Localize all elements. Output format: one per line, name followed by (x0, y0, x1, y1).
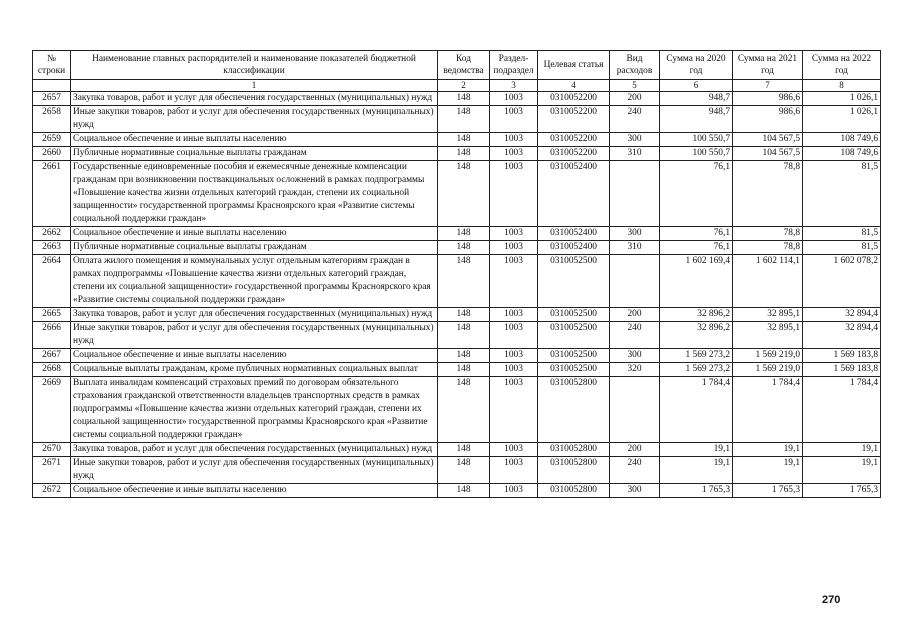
row-sum-2021: 1 784,4 (733, 377, 803, 443)
row-sum-2020: 948,7 (660, 92, 733, 106)
table-row (33, 457, 881, 484)
header-target-item: Целевая статья (538, 51, 610, 80)
row-target-item: 0310052200 (538, 106, 610, 133)
row-number: 2667 (33, 349, 71, 363)
row-number: 2671 (33, 457, 71, 484)
table-row (33, 147, 881, 161)
row-sum-2022: 32 894,4 (803, 308, 881, 322)
row-section: 1003 (490, 227, 538, 241)
row-target-item: 0310052500 (538, 349, 610, 363)
row-name: Закупка товаров, работ и услуг для обеспечения государственных (муниципальных) нужд (71, 308, 438, 322)
row-sum-2021: 19,1 (733, 443, 803, 457)
row-section: 1003 (490, 147, 538, 161)
row-name: Выплата инвалидам компенсаций страховых премий по договорам обязательного страхования гражданской ответственности владельцев транспортных средств в рамках подпрограммы «Повышение качества жизни отдельных категорий граждан, степени их социальной защищенности» государственной программы Красноярского края «Развитие системы социальной поддержки граждан» (71, 377, 438, 443)
row-section: 1003 (490, 106, 538, 133)
row-sum-2020: 32 896,2 (660, 308, 733, 322)
row-sum-2022: 1 569 183,8 (803, 363, 881, 377)
row-expense-kind (610, 255, 660, 308)
row-target-item: 0310052200 (538, 92, 610, 106)
table-row (33, 377, 881, 443)
row-name: Публичные нормативные социальные выплаты гражданам (71, 147, 438, 161)
header-row (33, 51, 881, 80)
row-target-item: 0310052800 (538, 443, 610, 457)
row-department-code: 148 (438, 484, 490, 498)
row-expense-kind: 200 (610, 92, 660, 106)
row-department-code: 148 (438, 147, 490, 161)
row-sum-2021: 19,1 (733, 457, 803, 484)
row-section: 1003 (490, 457, 538, 484)
row-sum-2020: 1 569 273,2 (660, 349, 733, 363)
header-row-number: № строки (33, 51, 71, 80)
row-name: Оплата жилого помещения и коммунальных услуг отдельным категориям граждан в рамках подпрограммы «Повышение качества жизни отдельных категорий граждан, степени их социальной защищенности» государственной программы Красноярского края «Развитие системы социальной поддержки граждан» (71, 255, 438, 308)
row-name: Социальные выплаты гражданам, кроме публичных нормативных социальных выплат (71, 363, 438, 377)
column-number (33, 80, 71, 92)
row-sum-2021: 1 569 219,0 (733, 349, 803, 363)
row-name: Публичные нормативные социальные выплаты гражданам (71, 241, 438, 255)
row-name: Иные закупки товаров, работ и услуг для обеспечения государственных (муниципальных) нужд (71, 106, 438, 133)
row-name: Закупка товаров, работ и услуг для обеспечения государственных (муниципальных) нужд (71, 443, 438, 457)
column-number: 4 (538, 80, 610, 92)
row-target-item: 0310052800 (538, 484, 610, 498)
row-expense-kind: 240 (610, 322, 660, 349)
row-sum-2020: 19,1 (660, 443, 733, 457)
row-sum-2022: 1 765,3 (803, 484, 881, 498)
row-sum-2020: 100 550,7 (660, 133, 733, 147)
header-sum-2020: Сумма на 2020 год (660, 51, 733, 80)
row-section: 1003 (490, 484, 538, 498)
row-name: Закупка товаров, работ и услуг для обеспечения государственных (муниципальных) нужд (71, 92, 438, 106)
row-sum-2020: 76,1 (660, 227, 733, 241)
row-sum-2021: 1 569 219,0 (733, 363, 803, 377)
row-sum-2022: 81,5 (803, 241, 881, 255)
row-sum-2021: 104 567,5 (733, 147, 803, 161)
row-number: 2659 (33, 133, 71, 147)
row-department-code: 148 (438, 161, 490, 227)
row-sum-2020: 19,1 (660, 457, 733, 484)
row-target-item: 0310052400 (538, 161, 610, 227)
header-expense-kind: Вид расходов (610, 51, 660, 80)
row-name: Социальное обеспечение и иные выплаты населению (71, 349, 438, 363)
table-row (33, 161, 881, 227)
row-number: 2670 (33, 443, 71, 457)
table-row (33, 484, 881, 498)
row-name: Иные закупки товаров, работ и услуг для обеспечения государственных (муниципальных) нужд (71, 457, 438, 484)
row-number: 2665 (33, 308, 71, 322)
row-sum-2022: 108 749,6 (803, 147, 881, 161)
row-name: Иные закупки товаров, работ и услуг для обеспечения государственных (муниципальных) нужд (71, 322, 438, 349)
row-expense-kind: 320 (610, 363, 660, 377)
row-sum-2021: 78,8 (733, 227, 803, 241)
row-section: 1003 (490, 133, 538, 147)
row-expense-kind: 300 (610, 227, 660, 241)
row-section: 1003 (490, 92, 538, 106)
table-row (33, 92, 881, 106)
column-number: 5 (610, 80, 660, 92)
column-number: 7 (733, 80, 803, 92)
row-expense-kind (610, 161, 660, 227)
table-row (33, 349, 881, 363)
row-department-code: 148 (438, 106, 490, 133)
column-number: 2 (438, 80, 490, 92)
row-sum-2021: 78,8 (733, 241, 803, 255)
header-section: Раздел-подраздел (490, 51, 538, 80)
row-department-code: 148 (438, 322, 490, 349)
table-row (33, 363, 881, 377)
row-target-item: 0310052200 (538, 133, 610, 147)
row-sum-2021: 104 567,5 (733, 133, 803, 147)
header-name: Наименование главных распорядителей и наименование показателей бюджетной классификации (71, 51, 438, 80)
column-number: 8 (803, 80, 881, 92)
row-sum-2022: 1 026,1 (803, 92, 881, 106)
row-expense-kind: 200 (610, 443, 660, 457)
row-target-item: 0310052800 (538, 377, 610, 443)
row-department-code: 148 (438, 443, 490, 457)
row-sum-2020: 1 765,3 (660, 484, 733, 498)
column-number: 1 (71, 80, 438, 92)
table-row (33, 308, 881, 322)
row-sum-2022: 19,1 (803, 443, 881, 457)
row-expense-kind: 310 (610, 147, 660, 161)
row-sum-2020: 76,1 (660, 161, 733, 227)
row-target-item: 0310052400 (538, 227, 610, 241)
column-number-row (33, 80, 881, 92)
row-expense-kind: 240 (610, 457, 660, 484)
row-expense-kind: 300 (610, 133, 660, 147)
row-section: 1003 (490, 377, 538, 443)
header-sum-2022: Сумма на 2022 год (803, 51, 881, 80)
row-target-item: 0310052500 (538, 308, 610, 322)
row-sum-2020: 1 784,4 (660, 377, 733, 443)
row-section: 1003 (490, 255, 538, 308)
row-department-code: 148 (438, 227, 490, 241)
row-target-item: 0310052500 (538, 322, 610, 349)
row-expense-kind: 240 (610, 106, 660, 133)
row-sum-2020: 948,7 (660, 106, 733, 133)
row-sum-2022: 1 569 183,8 (803, 349, 881, 363)
row-number: 2662 (33, 227, 71, 241)
row-sum-2021: 32 895,1 (733, 308, 803, 322)
table-body (33, 92, 881, 498)
row-department-code: 148 (438, 255, 490, 308)
row-name: Социальное обеспечение и иные выплаты населению (71, 227, 438, 241)
row-sum-2022: 19,1 (803, 457, 881, 484)
row-sum-2020: 32 896,2 (660, 322, 733, 349)
row-sum-2020: 1 569 273,2 (660, 363, 733, 377)
row-sum-2020: 1 602 169,4 (660, 255, 733, 308)
row-sum-2022: 108 749,6 (803, 133, 881, 147)
row-sum-2022: 1 602 078,2 (803, 255, 881, 308)
row-expense-kind: 310 (610, 241, 660, 255)
table-row (33, 322, 881, 349)
row-target-item: 0310052200 (538, 147, 610, 161)
row-section: 1003 (490, 161, 538, 227)
row-section: 1003 (490, 363, 538, 377)
table-row (33, 133, 881, 147)
row-target-item: 0310052500 (538, 363, 610, 377)
row-number: 2661 (33, 161, 71, 227)
budget-sheet (32, 50, 880, 498)
row-department-code: 148 (438, 363, 490, 377)
row-department-code: 148 (438, 92, 490, 106)
row-section: 1003 (490, 308, 538, 322)
column-number: 6 (660, 80, 733, 92)
table-row (33, 106, 881, 133)
row-number: 2658 (33, 106, 71, 133)
row-sum-2021: 986,6 (733, 92, 803, 106)
row-section: 1003 (490, 241, 538, 255)
row-number: 2669 (33, 377, 71, 443)
row-department-code: 148 (438, 241, 490, 255)
table-row (33, 443, 881, 457)
row-expense-kind: 300 (610, 349, 660, 363)
row-sum-2021: 78,8 (733, 161, 803, 227)
row-target-item: 0310052800 (538, 457, 610, 484)
row-department-code: 148 (438, 457, 490, 484)
row-section: 1003 (490, 322, 538, 349)
row-sum-2021: 1 765,3 (733, 484, 803, 498)
row-sum-2020: 100 550,7 (660, 147, 733, 161)
row-sum-2022: 1 026,1 (803, 106, 881, 133)
row-expense-kind: 200 (610, 308, 660, 322)
table-row (33, 255, 881, 308)
row-sum-2021: 32 895,1 (733, 322, 803, 349)
row-name: Социальное обеспечение и иные выплаты населению (71, 133, 438, 147)
table-row (33, 241, 881, 255)
row-name: Социальное обеспечение и иные выплаты населению (71, 484, 438, 498)
page-number: 270 (822, 594, 841, 606)
row-target-item: 0310052500 (538, 255, 610, 308)
row-number: 2666 (33, 322, 71, 349)
table-row (33, 227, 881, 241)
row-number: 2660 (33, 147, 71, 161)
row-sum-2022: 32 894,4 (803, 322, 881, 349)
budget-table (32, 50, 881, 498)
row-department-code: 148 (438, 349, 490, 363)
row-department-code: 148 (438, 133, 490, 147)
row-number: 2657 (33, 92, 71, 106)
row-department-code: 148 (438, 377, 490, 443)
row-expense-kind (610, 377, 660, 443)
row-section: 1003 (490, 349, 538, 363)
row-target-item: 0310052400 (538, 241, 610, 255)
row-name: Государственные единовременные пособия и ежемесячные денежные компенсации гражданам при возникновении поствакцинальных осложнений в рамках подпрограммы «Повышение качества жизни отдельных категорий граждан, степени их социальной защищенности» государственной программы Красноярского края «Развитие системы социальной поддержки граждан» (71, 161, 438, 227)
row-number: 2663 (33, 241, 71, 255)
row-sum-2022: 81,5 (803, 227, 881, 241)
header-department-code: Код ведомства (438, 51, 490, 80)
row-sum-2020: 76,1 (660, 241, 733, 255)
row-number: 2664 (33, 255, 71, 308)
row-sum-2021: 1 602 114,1 (733, 255, 803, 308)
row-sum-2022: 81,5 (803, 161, 881, 227)
row-expense-kind: 300 (610, 484, 660, 498)
header-sum-2021: Сумма на 2021 год (733, 51, 803, 80)
row-department-code: 148 (438, 308, 490, 322)
row-section: 1003 (490, 443, 538, 457)
column-number: 3 (490, 80, 538, 92)
row-number: 2668 (33, 363, 71, 377)
row-number: 2672 (33, 484, 71, 498)
row-sum-2021: 986,6 (733, 106, 803, 133)
row-sum-2022: 1 784,4 (803, 377, 881, 443)
